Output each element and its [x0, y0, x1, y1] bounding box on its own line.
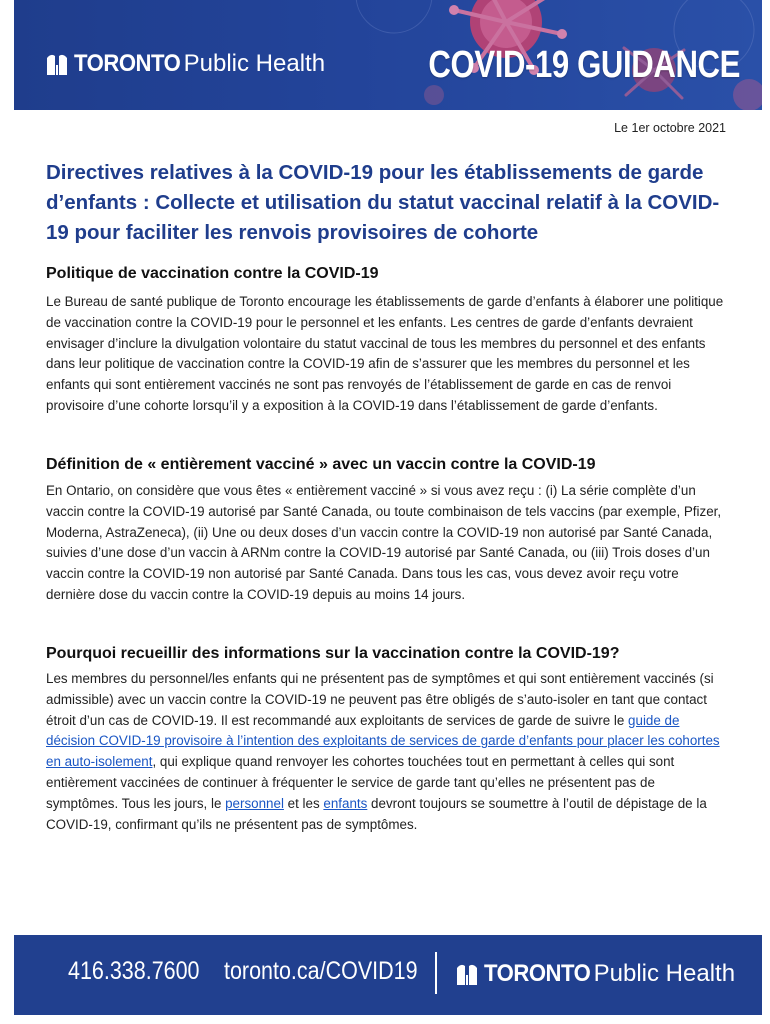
decision-guide-link[interactable]: guide de décision COVID-19 provisoire à l’intention des exploitants de services de garde d’enfants pour placer les cohortes en auto-isolement — [46, 712, 720, 770]
document-date: Le 1er octobre 2021 — [614, 121, 726, 135]
logo-city-text: TORONTO — [484, 960, 591, 987]
footer-divider — [435, 952, 437, 994]
section-heading-why-collect: Pourquoi recueillir des informations sur la vaccination contre la COVID-19? — [46, 645, 620, 662]
logo-unit-text: Public Health — [183, 50, 326, 77]
banner-title: COVID-19 GUIDANCE — [428, 44, 740, 86]
footer-phone: 416.338.7600 — [68, 957, 200, 985]
header-banner — [14, 0, 762, 110]
logo-city-text: TORONTO — [74, 50, 181, 77]
section-heading-vaccination-policy: Politique de vaccination contre la COVID-19 — [46, 265, 379, 282]
body-text: Les membres du personnel/les enfants qui ne présentent pas de symptômes et qui sont entièrement vaccinés (si admissible) avec un vaccin contre la COVID-19 ne peuvent pas être obligés de s’auto-isoler en tant que contact étroit d’un cas de COVID-19. Il est recommandé aux exploitants de services de garde de suivre le — [46, 671, 714, 728]
section-body-why-collect — [46, 669, 728, 835]
footer-url: toronto.ca/COVID19 — [224, 957, 418, 985]
section-body-vaccination-policy: Le Bureau de santé publique de Toronto encourage les établissements de garde d’enfants à élaborer une politique de vaccination contre la COVID-19 pour le personnel et les enfants. Les centres de garde d’enfants devraient envisager d’inclure la divulgation volontaire du statut vaccinal de tous les membres du personnel et des enfants dans leur politique de vaccination contre la COVID-19 afin de s’assurer que les membres du personnel et les enfants qui sont entièrement vaccinés ne sont pas renvoyés de l’établissement de garde en cas de renvoi provisoire d’une cohorte lorsqu’il y a exposition à la COVID-19 dans l’établissement de garde d’enfants. — [46, 294, 724, 413]
children-screening-link[interactable]: enfants — [323, 795, 368, 811]
footer-logo — [456, 960, 735, 988]
body-text: devront toujours se soumettre à l’outil de dépistage de la COVID-19, confirmant qu’ils ne présentent pas de symptômes. — [46, 795, 707, 832]
section-body-fully-vaccinated: En Ontario, on considère que vous êtes « entièrement vacciné » si vous avez reçu : (i) La série complète d’un vaccin contre la COVID-19 autorisé par Santé Canada, ou toute combinaison de tels vaccins (par exemple, Pfizer, Moderna, AstraZeneca), (ii) Une ou deux doses d’un vaccin contre la COVID-19 non autorisé par Santé Canada, suivies d’une dose d’un vaccin à ARNm contre la COVID-19 autorisé par Santé Canada, ou (iii) Trois doses d’un vaccin contre la COVID-19 non autorisé par Santé Canada. Dans tous les cas, vous devez avoir reçu votre dernière dose du vaccin contre la COVID-19 depuis au moins 14 jours. — [46, 483, 722, 602]
page-title: Directives relatives à la COVID-19 pour les établissements de garde d’enfants : Collecte et utilisation du statut vaccinal relatif à la COVID-19 pour faciliter les renvois provisoires de cohorte — [46, 161, 720, 244]
city-hall-icon — [456, 962, 478, 986]
body-text: , qui explique quand renvoyer les cohortes touchées tout en permettant à celles qui sont entièrement vaccinées de continuer à fréquenter le service de garde tant qu’elles ne présentent pas de symptômes. Tous les jours, le — [46, 754, 675, 811]
section-heading-fully-vaccinated: Définition de « entièrement vacciné » avec un vaccin contre la COVID-19 — [46, 456, 596, 473]
logo-unit-text: Public Health — [593, 960, 736, 987]
staff-screening-link[interactable]: personnel — [225, 795, 284, 811]
body-text: et les — [283, 795, 324, 811]
toronto-public-health-logo — [46, 50, 325, 78]
city-hall-icon — [46, 52, 68, 76]
footer-banner — [14, 935, 762, 1015]
